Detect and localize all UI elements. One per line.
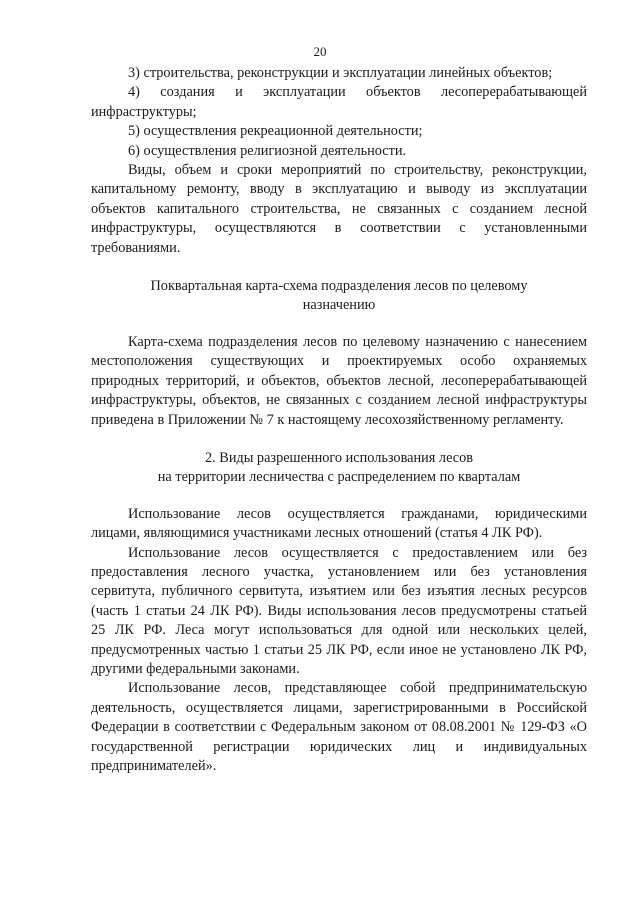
list-item: 4) создания и эксплуатации объектов лесоперерабатывающей инфраструктуры; — [91, 84, 587, 120]
page-number: 20 — [313, 44, 327, 59]
heading-line: на территории лесничества с распределением по кварталам — [157, 469, 521, 486]
section-heading-uses — [91, 449, 587, 488]
page-body — [91, 64, 587, 776]
list-item: 3) строительства, реконструкции и эксплуатации линейных объектов; — [128, 65, 553, 81]
paragraph: Использование лесов осуществляется с предоставлением или без предоставления лесного участка, установлением или без установления сервитута, публичного сервитута, изъятием или без изъятия лесных ресурсов (часть 1 статьи 24 ЛК РФ). Виды использования лесов предусмотрены статьей 25 ЛК РФ. Леса могут использоваться для одной или нескольких целей, предусмотренных частью 1 статьи 25 ЛК РФ, если иное не установлено ЛК РФ, другими федеральными законами. — [91, 544, 587, 677]
heading-line: Поквартальная карта-схема подразделения лесов по целевому — [150, 278, 528, 295]
list-item: 6) осуществления религиозной деятельности. — [128, 142, 407, 159]
list-item: 5) осуществления рекреационной деятельности; — [128, 123, 423, 140]
paragraph-works: Виды, объем и сроки мероприятий по строительству, реконструкции, капитальному ремонту, вводу в эксплуатацию и выводу из эксплуатации объектов капитального строительства, не связанных с созданием лесной инфраструктуры, осуществляются в соответствии с установленными требованиями. — [91, 162, 587, 256]
heading-line: назначению — [302, 297, 376, 314]
heading-line: 2. Виды разрешенного использования лесов — [204, 449, 474, 466]
paragraph-map: Карта-схема подразделения лесов по целевому назначению с нанесением местоположения существующих и проектируемых особо охраняемых природных территорий, и объектов, объектов лесной, лесоперерабатывающей инфраструктуры, объектов, не связанных с созданием лесной инфраструктуры приведена в Приложении № 7 к настоящему лесохозяйственному регламенту. — [91, 333, 587, 428]
paragraph: Использование лесов, представляющее собой предпринимательскую деятельность, осуществляется лицами, зарегистрированными в Российской Федерации в соответствии с Федеральным законом от 08.08.2001 № 129-ФЗ «О государственной регистрации юридических лиц и индивидуальных предпринимателей». — [91, 680, 587, 774]
paragraph: Использование лесов осуществляется гражданами, юридическими лицами, являющимися участниками лесных отношений (статья 4 ЛК РФ). — [91, 505, 587, 542]
section-heading-map — [91, 277, 587, 316]
